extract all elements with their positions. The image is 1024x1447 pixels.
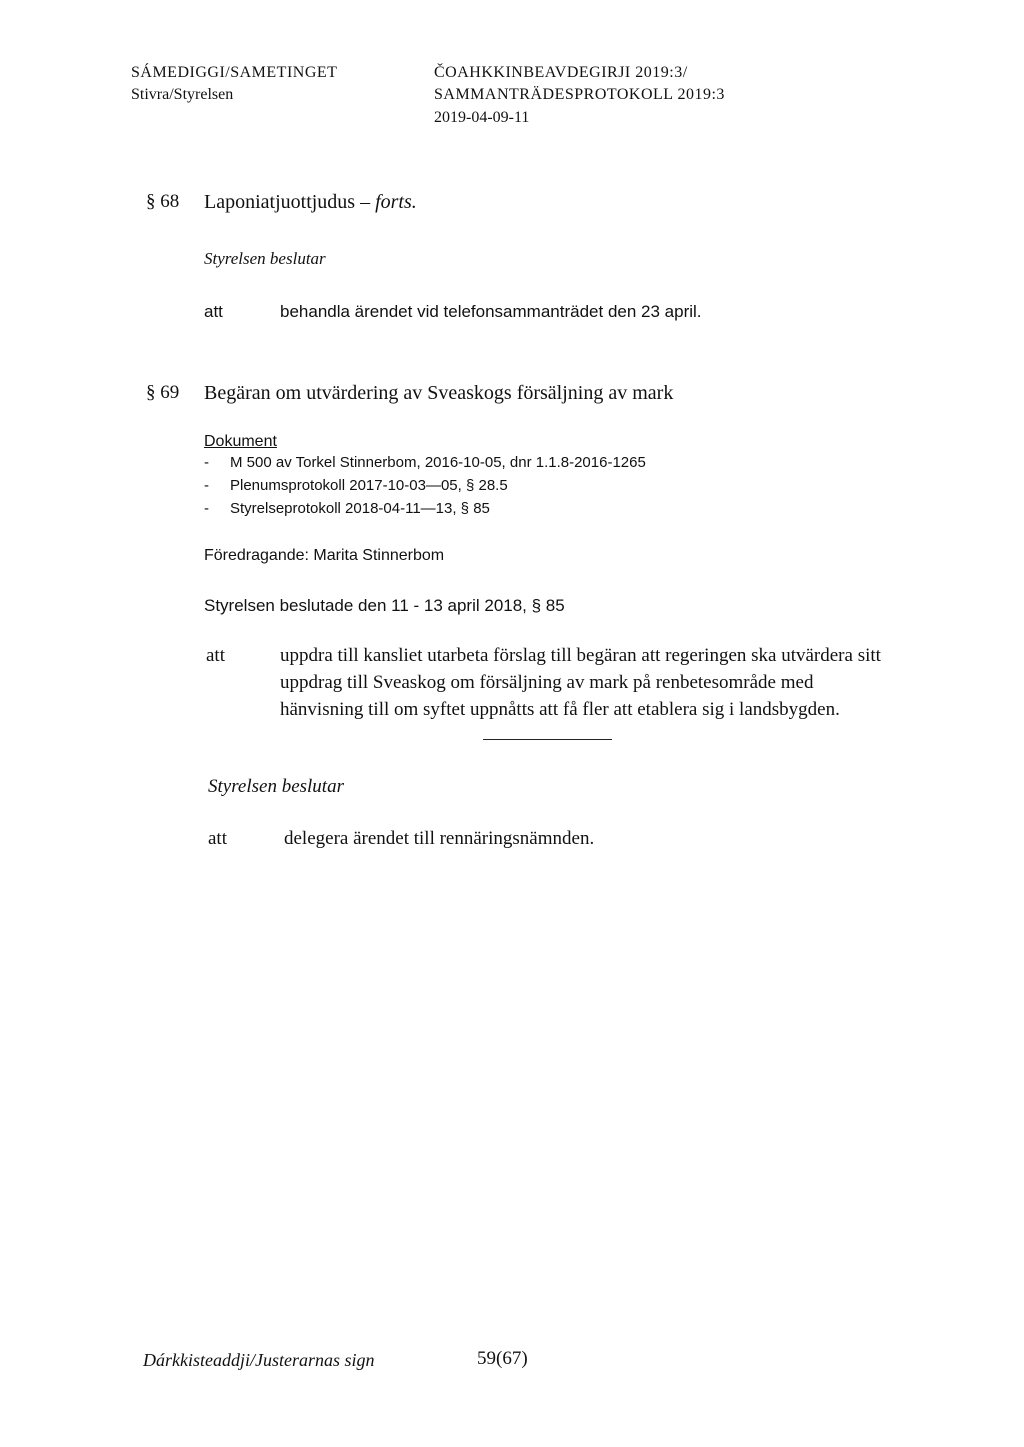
document-text: M 500 av Torkel Stinnerbom, 2016-10-05, dnr 1.1.8-2016-1265 bbox=[230, 454, 646, 471]
section-68-number bbox=[146, 191, 179, 213]
presenter: Föredragande: Marita Stinnerbom bbox=[204, 547, 445, 564]
document-text: Styrelseprotokoll 2018-04-11—13, § 85 bbox=[230, 500, 490, 517]
document-list-item: - M 500 av Torkel Stinnerbom, 2016-10-05, dnr 1.1.8-2016-1265 bbox=[204, 454, 646, 471]
header-doc-line2: SAMMANTRÄDESPROTOKOLL 2019:3 bbox=[434, 86, 725, 103]
section-number: 69 bbox=[160, 382, 180, 403]
decision-heading-69: Styrelsen beslutar bbox=[208, 776, 344, 797]
section-title-suffix: forts. bbox=[375, 191, 417, 213]
header-doc-line1: ČOAHKKINBEAVDEGIRJI 2019:3/ bbox=[434, 64, 688, 81]
page-number: 59(67) bbox=[477, 1348, 528, 1369]
signature-label: Dárkkisteaddji/Justerarnas sign bbox=[143, 1350, 375, 1370]
previous-decision-line: uppdrag till Sveaskog om försäljning av mark på renbetesområde med bbox=[280, 672, 814, 693]
section-symbol: § bbox=[146, 191, 156, 212]
section-69-number bbox=[146, 382, 179, 404]
att-label-68: att bbox=[204, 302, 223, 321]
header-org-line2: Stivra/Styrelsen bbox=[131, 86, 234, 103]
decision-heading-68: Styrelsen beslutar bbox=[204, 249, 326, 268]
section-68-title bbox=[204, 191, 417, 214]
section-69-title: Begäran om utvärdering av Sveaskogs försäljning av mark bbox=[204, 382, 674, 404]
section-number: 68 bbox=[160, 191, 180, 212]
decision-text-69: delegera ärendet till rennäringsnämnden. bbox=[284, 828, 595, 849]
divider-line bbox=[483, 739, 612, 740]
header-doc-date: 2019-04-09-11 bbox=[434, 109, 530, 126]
att-label-69: att bbox=[208, 828, 227, 849]
section-symbol: § bbox=[146, 382, 156, 403]
previous-decision-line: hänvisning till om syftet uppnåtts att få fler att etablera sig i landsbygden. bbox=[280, 699, 840, 720]
document-text: Plenumsprotokoll 2017-10-03—05, § 28.5 bbox=[230, 477, 508, 494]
header-org-line1: SÁMEDIGGI/SAMETINGET bbox=[131, 64, 338, 81]
decision-text-68: behandla ärendet vid telefonsammanträdet den 23 april. bbox=[280, 302, 702, 321]
previous-decision: Styrelsen beslutade den 11 - 13 april 2018, § 85 bbox=[204, 596, 565, 615]
section-title-text: Laponiatjuottjudus – bbox=[204, 191, 371, 213]
att-label-prev: att bbox=[206, 645, 225, 666]
document-list-item: - Styrelseprotokoll 2018-04-11—13, § 85 bbox=[204, 500, 490, 517]
previous-decision-line: uppdra till kansliet utarbeta förslag till begäran att regeringen ska utvärdera sitt bbox=[280, 645, 881, 666]
document-list-item: - Plenumsprotokoll 2017-10-03—05, § 28.5 bbox=[204, 477, 508, 494]
documents-heading: Dokument bbox=[204, 433, 277, 450]
